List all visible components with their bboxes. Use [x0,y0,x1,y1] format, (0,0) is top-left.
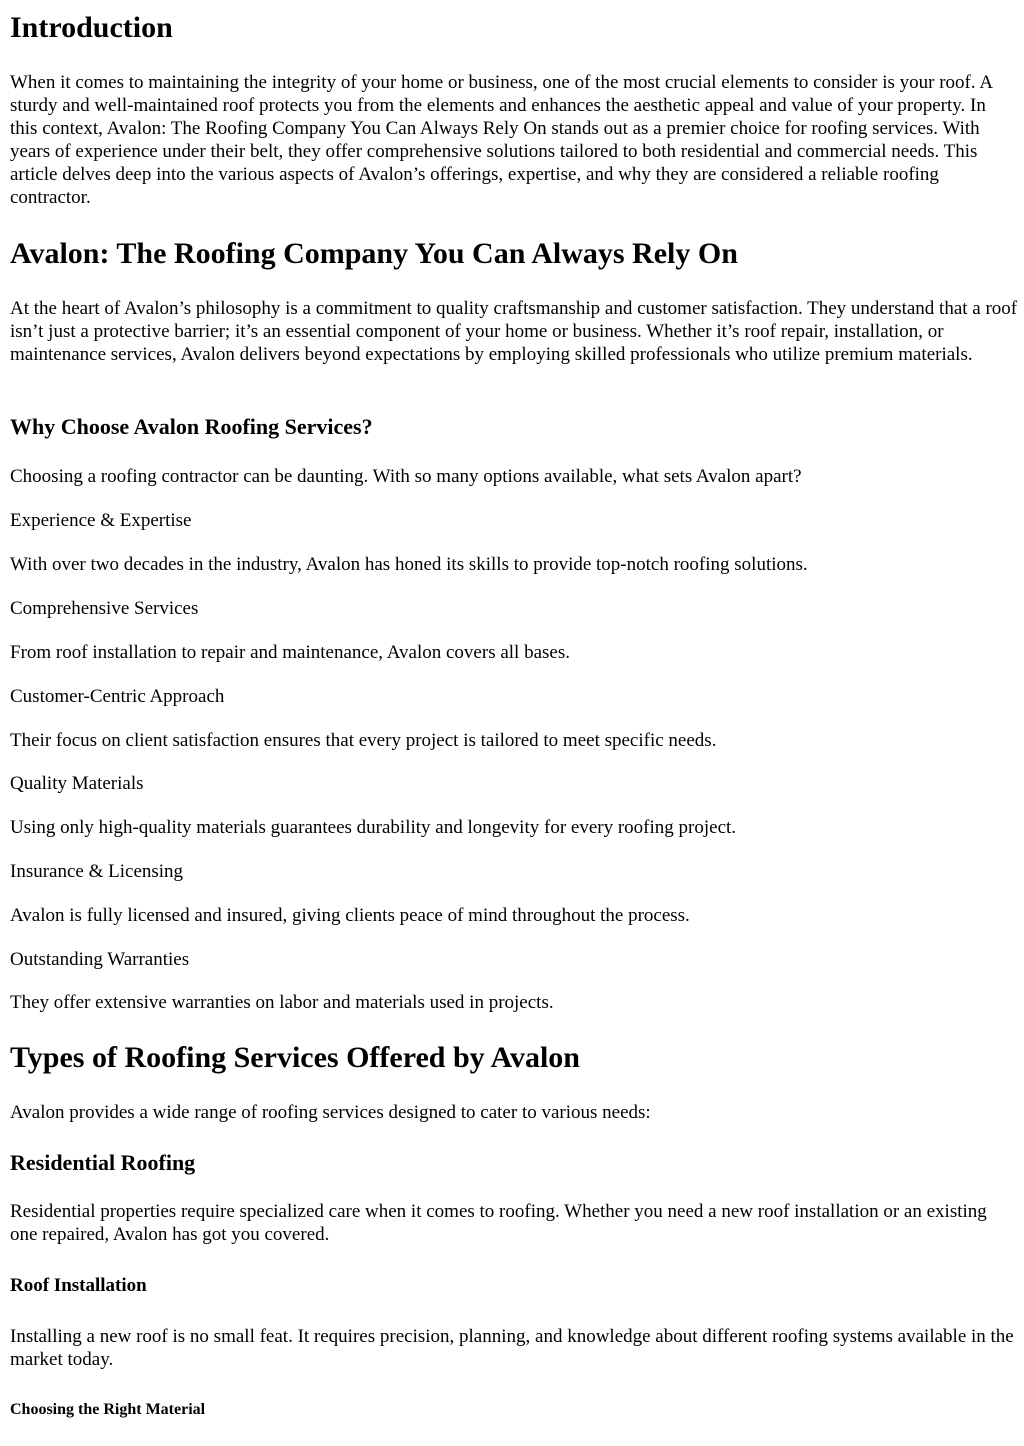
feature-text: With over two decades in the industry, Avalon has honed its skills to provide top-notch roofing solutions. [10,554,808,575]
feature-text: Using only high-quality materials guarantees durability and longevity for every roofing project. [10,817,737,838]
feature-title: Outstanding Warranties [10,949,190,970]
feature-title: Insurance & Licensing [10,861,184,882]
installation-heading: Roof Installation [10,1275,147,1296]
feature-text: Avalon is fully licensed and insured, giving clients peace of mind throughout the process. [10,905,690,926]
feature-text: They offer extensive warranties on labor and materials used in projects. [10,992,554,1013]
avalon-paragraph: At the heart of Avalon’s philosophy is a commitment to quality craftsmanship and customer satisfaction. They understand that a roof isn’t just a protective barrier; it’s an essential component of your home or business. Whether it’s roof repair, installation, or maintenance services, Avalon delivers beyond expectations by employing skilled professionals who utilize premium materials. [10,298,1018,365]
material-heading: Choosing the Right Material [10,1401,206,1418]
feature-text: Their focus on client satisfaction ensures that every project is tailored to meet specific needs. [10,730,717,751]
feature-title: Comprehensive Services [10,598,199,619]
intro-heading: Introduction [10,11,173,44]
installation-paragraph: Installing a new roof is no small feat. It requires precision, planning, and knowledge about different roofing systems available in the market today. [10,1326,1014,1370]
residential-paragraph: Residential properties require specialized care when it comes to roofing. Whether you need a new roof installation or an existing one repaired, Avalon has got you covered. [10,1201,987,1245]
why-intro-paragraph: Choosing a roofing contractor can be daunting. With so many options available, what sets Avalon apart? [10,466,802,487]
why-heading: Why Choose Avalon Roofing Services? [10,414,373,439]
types-paragraph: Avalon provides a wide range of roofing services designed to cater to various needs: [10,1102,651,1123]
feature-title: Customer-Centric Approach [10,686,225,707]
residential-heading: Residential Roofing [10,1150,196,1175]
avalon-heading: Avalon: The Roofing Company You Can Always Rely On [10,237,738,270]
types-heading: Types of Roofing Services Offered by Avalon [10,1041,580,1074]
intro-paragraph: When it comes to maintaining the integrity of your home or business, one of the most crucial elements to consider is your roof. A sturdy and well-maintained roof protects you from the elements and enhances the aesthetic appeal and value of your property. In this context, Avalon: The Roofing Company You Can Always Rely On stands out as a premier choice for roofing services. With years of experience under their belt, they offer comprehensive solutions tailored to both residential and commercial needs. This article delves deep into the various aspects of Avalon’s offerings, expertise, and why they are considered a reliable roofing contractor. [10,72,992,208]
feature-title: Quality Materials [10,773,144,794]
feature-title: Experience & Expertise [10,510,192,531]
feature-text: From roof installation to repair and maintenance, Avalon covers all bases. [10,642,570,663]
